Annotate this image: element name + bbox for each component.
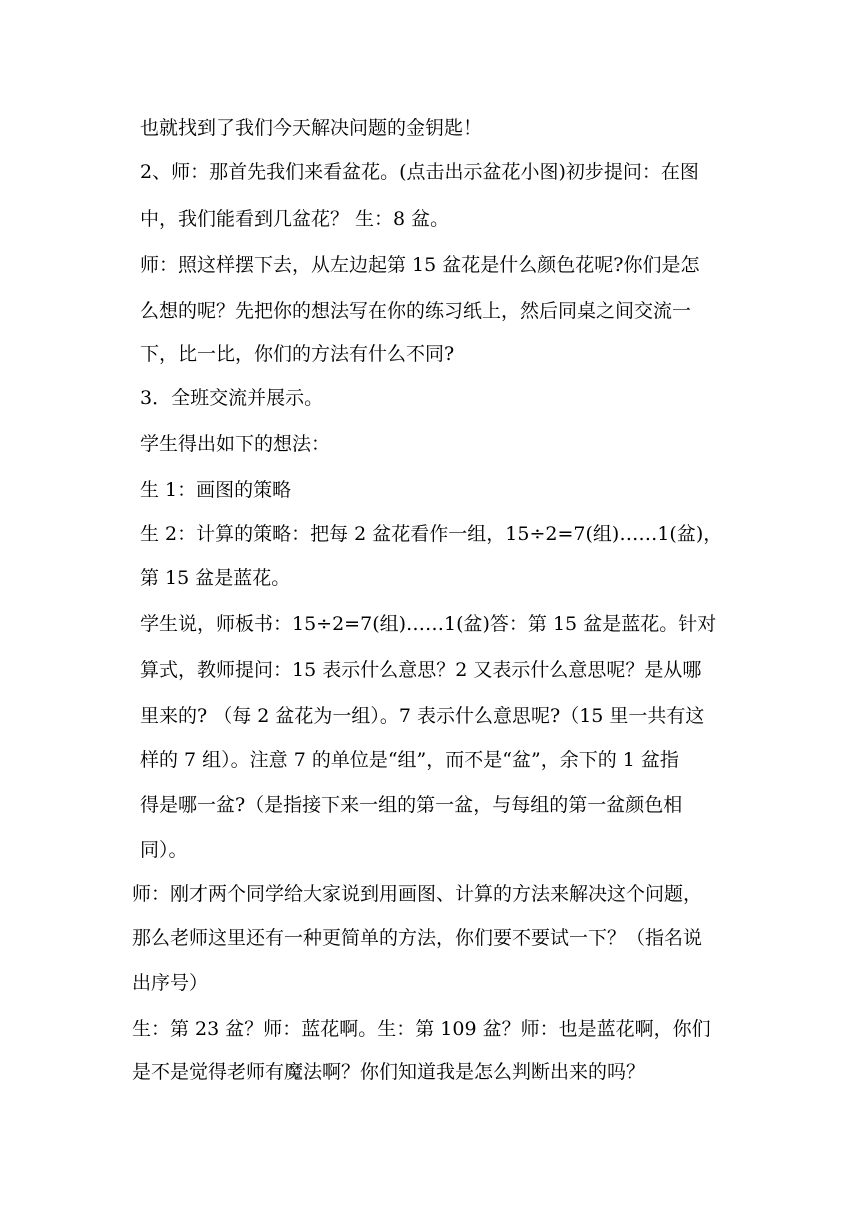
paragraph-line: 同）。 xyxy=(140,839,188,861)
paragraph-line: 生 2：计算的策略：把每 2 盆花看作一组，15÷2=7(组)……1(盆)， xyxy=(140,523,723,545)
paragraph-line: 生：第 23 盆？师：蓝花啊。生：第 109 盆？师：也是蓝花啊，你们 xyxy=(132,1018,711,1040)
paragraph-line: 样的 7 组）。注意 7 的单位是“组”，而不是“盆”，余下的 1 盆指 xyxy=(140,749,679,771)
paragraph-line: 师：照这样摆下去，从左边起第 15 盆花是什么颜色花呢?你们是怎 xyxy=(140,254,700,276)
paragraph-line: 出序号） xyxy=(132,972,209,994)
paragraph-line: 中，我们能看到几盆花？ 生：8 盆。 xyxy=(140,208,450,230)
paragraph-line: 是不是觉得老师有魔法啊？你们知道我是怎么判断出来的吗？ xyxy=(132,1061,646,1083)
paragraph-line: 么想的呢？先把你的想法写在你的练习纸上，然后同桌之间交流一 xyxy=(140,300,692,322)
paragraph-line: 算式，教师提问：15 表示什么意思？2 又表示什么意思呢？是从哪 xyxy=(140,659,702,681)
paragraph-line: 下，比一比，你们的方法有什么不同? xyxy=(140,343,455,365)
paragraph-line: 那么老师这里还有一种更简单的方法，你们要不要试一下？（指名说 xyxy=(132,927,703,949)
paragraph-line: 3．全班交流并展示。 xyxy=(140,387,324,409)
paragraph-line: 生 1：画图的策略 xyxy=(140,479,292,501)
paragraph-line: 也就找到了我们今天解决问题的金钥匙！ xyxy=(140,117,483,139)
paragraph-line: 得是哪一盆?（是指接下来一组的第一盆，与每组的第一盆颜色相 xyxy=(140,794,683,816)
paragraph-line: 学生说，师板书：15÷2=7(组)……1(盆)答：第 15 盆是蓝花。针对 xyxy=(140,613,717,635)
paragraph-line: 第 15 盆是蓝花。 xyxy=(140,567,291,589)
paragraph-line: 里来的? （每 2 盆花为一组）。7 表示什么意思呢?（15 里一共有这 xyxy=(140,705,705,727)
paragraph-line: 2、师：那首先我们来看盆花。(点击出示盆花小图)初步提问：在图 xyxy=(140,161,699,183)
paragraph-line: 师：刚才两个同学给大家说到用画图、计算的方法来解决这个问题， xyxy=(132,883,703,905)
paragraph-line: 学生得出如下的想法： xyxy=(140,433,331,455)
